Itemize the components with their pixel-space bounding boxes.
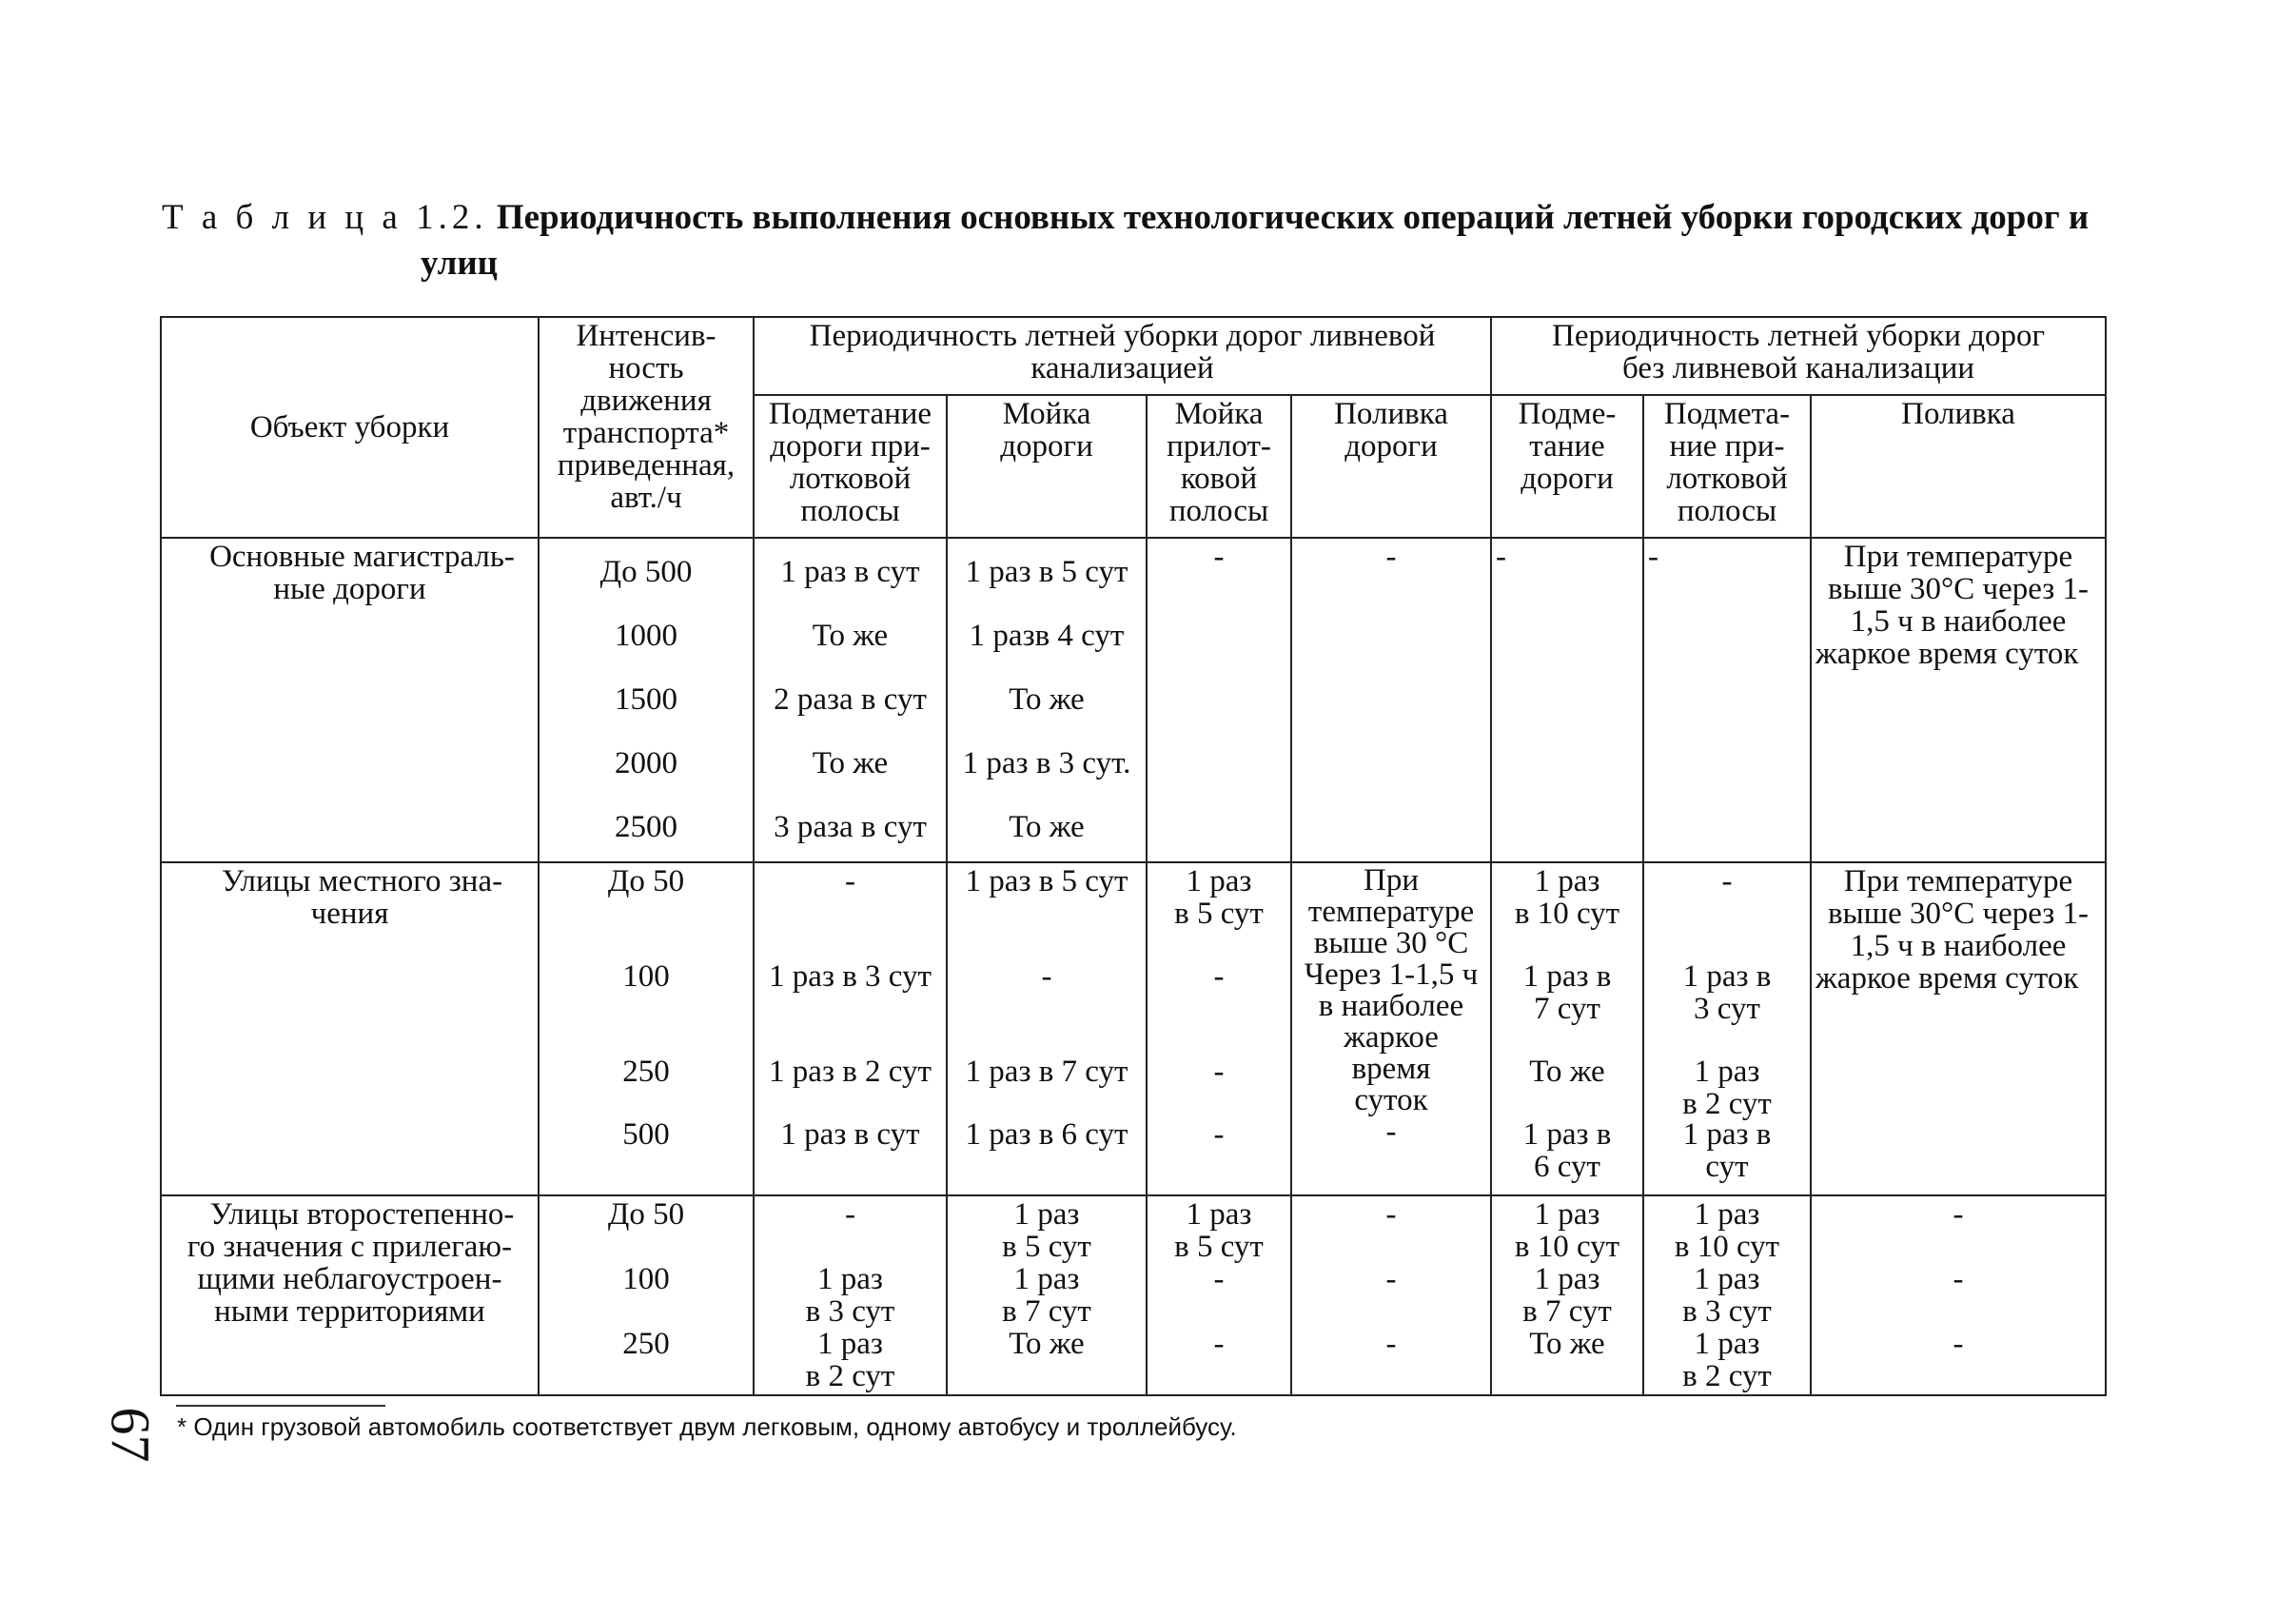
row-water-road: - - -: [1291, 1195, 1491, 1395]
footnote: * Один грузовой автомобиль соответствует двум легковым, одному автобусу и троллейбусу.: [177, 1412, 1237, 1441]
header-object: Объект уборки: [161, 317, 539, 538]
row-wash-road: 1 раз в 5 сут - 1 раз в 7 сут 1 раз в 6 сут: [947, 862, 1147, 1195]
header-sweep-edge-2: Подмета- ние при- лотковой полосы: [1643, 395, 1811, 538]
table-row: [161, 538, 2106, 862]
row-intensity: До 50 100 250 500: [539, 862, 754, 1195]
table-title-line2: улиц: [421, 244, 498, 283]
header-wash-edge: Мойка прилот- ковой полосы: [1147, 395, 1291, 538]
row-sweep-road-2: 1 раз в 10 сут 1 раз в 7 сут То же 1 раз в 6 сут: [1491, 862, 1643, 1195]
row-sweep-edge: - 1 раз в 3 сут 1 раз в 2 сут: [754, 1195, 947, 1395]
row-water-2: - - -: [1811, 1195, 2106, 1395]
header-intensity: Интенсив- ность движения транспорта* приведенная, авт./ч: [539, 317, 754, 538]
row-sweep-road-2: 1 раз в 10 сут 1 раз в 7 сут То же: [1491, 1195, 1643, 1395]
row-object: Улицы местного зна- чения: [161, 862, 539, 1195]
row-water-2: При температуре выше 30°С через 1-1,5 ч в наиболее жаркое время суток: [1811, 538, 2106, 862]
periodicity-table: [160, 316, 2107, 1396]
table-title: Периодичность выполнения основных технологических операций летней уборки городских дорог и: [496, 198, 2090, 237]
row-sweep-road-2: -: [1491, 538, 1643, 862]
row-sweep-edge-2: - 1 раз в 3 сут 1 раз в 2 сут 1 раз в сут: [1643, 862, 1811, 1195]
header-water-2: Поливка: [1811, 395, 2106, 538]
row-sweep-edge-2: -: [1643, 538, 1811, 862]
header-group-with-drainage: Периодичность летней уборки дорог ливневой канализацией: [754, 317, 1491, 395]
row-intensity: До 50 100 250: [539, 1195, 754, 1395]
row-object: Основные магистраль- ные дороги: [161, 538, 539, 862]
table-label: Т а б л и ц а 1.2.: [162, 198, 488, 237]
row-wash-edge: 1 раз в 5 сут - -: [1147, 1195, 1291, 1395]
row-sweep-edge-2: 1 раз в 10 сут 1 раз в 3 сут 1 раз в 2 сут: [1643, 1195, 1811, 1395]
header-sweep-edge: Подметание дороги при- лотковой полосы: [754, 395, 947, 538]
row-wash-edge: 1 раз в 5 сут - - -: [1147, 862, 1291, 1195]
row-wash-edge: -: [1147, 538, 1291, 862]
table-caption: [162, 195, 2112, 286]
footnote-rule: [176, 1405, 385, 1407]
header-sweep-road-2: Подме- тание дороги: [1491, 395, 1643, 538]
row-wash-road: 1 раз в 5 сут 1 разв 4 сут То же 1 раз в 3 сут. То же: [947, 538, 1147, 862]
page-number: 67: [99, 1407, 162, 1463]
row-wash-road: 1 раз в 5 сут 1 раз в 7 сут То же: [947, 1195, 1147, 1395]
table-row: [161, 862, 2106, 1195]
row-object: Улицы второстепенно- го значения с прилегаю- щими неблагоустроен- ными территориями: [161, 1195, 539, 1395]
row-water-road: При температуре выше 30 °С Через 1-1,5 ч в наиболее жаркое время суток -: [1291, 862, 1491, 1195]
row-sweep-edge: 1 раз в сут То же 2 раза в сут То же 3 раза в сут: [754, 538, 947, 862]
row-sweep-edge: - 1 раз в 3 сут 1 раз в 2 сут 1 раз в сут: [754, 862, 947, 1195]
header-wash-road: Мойка дороги: [947, 395, 1147, 538]
row-water-road: -: [1291, 538, 1491, 862]
header-water-road: Поливка дороги: [1291, 395, 1491, 538]
header-group-without-drainage: Периодичность летней уборки дорог без ливневой канализации: [1491, 317, 2106, 395]
row-water-2: При температуре выше 30°С через 1-1,5 ч в наиболее жаркое время суток: [1811, 862, 2106, 1195]
row-intensity: До 500 1000 1500 2000 2500: [539, 538, 754, 862]
table-row: [161, 1195, 2106, 1395]
